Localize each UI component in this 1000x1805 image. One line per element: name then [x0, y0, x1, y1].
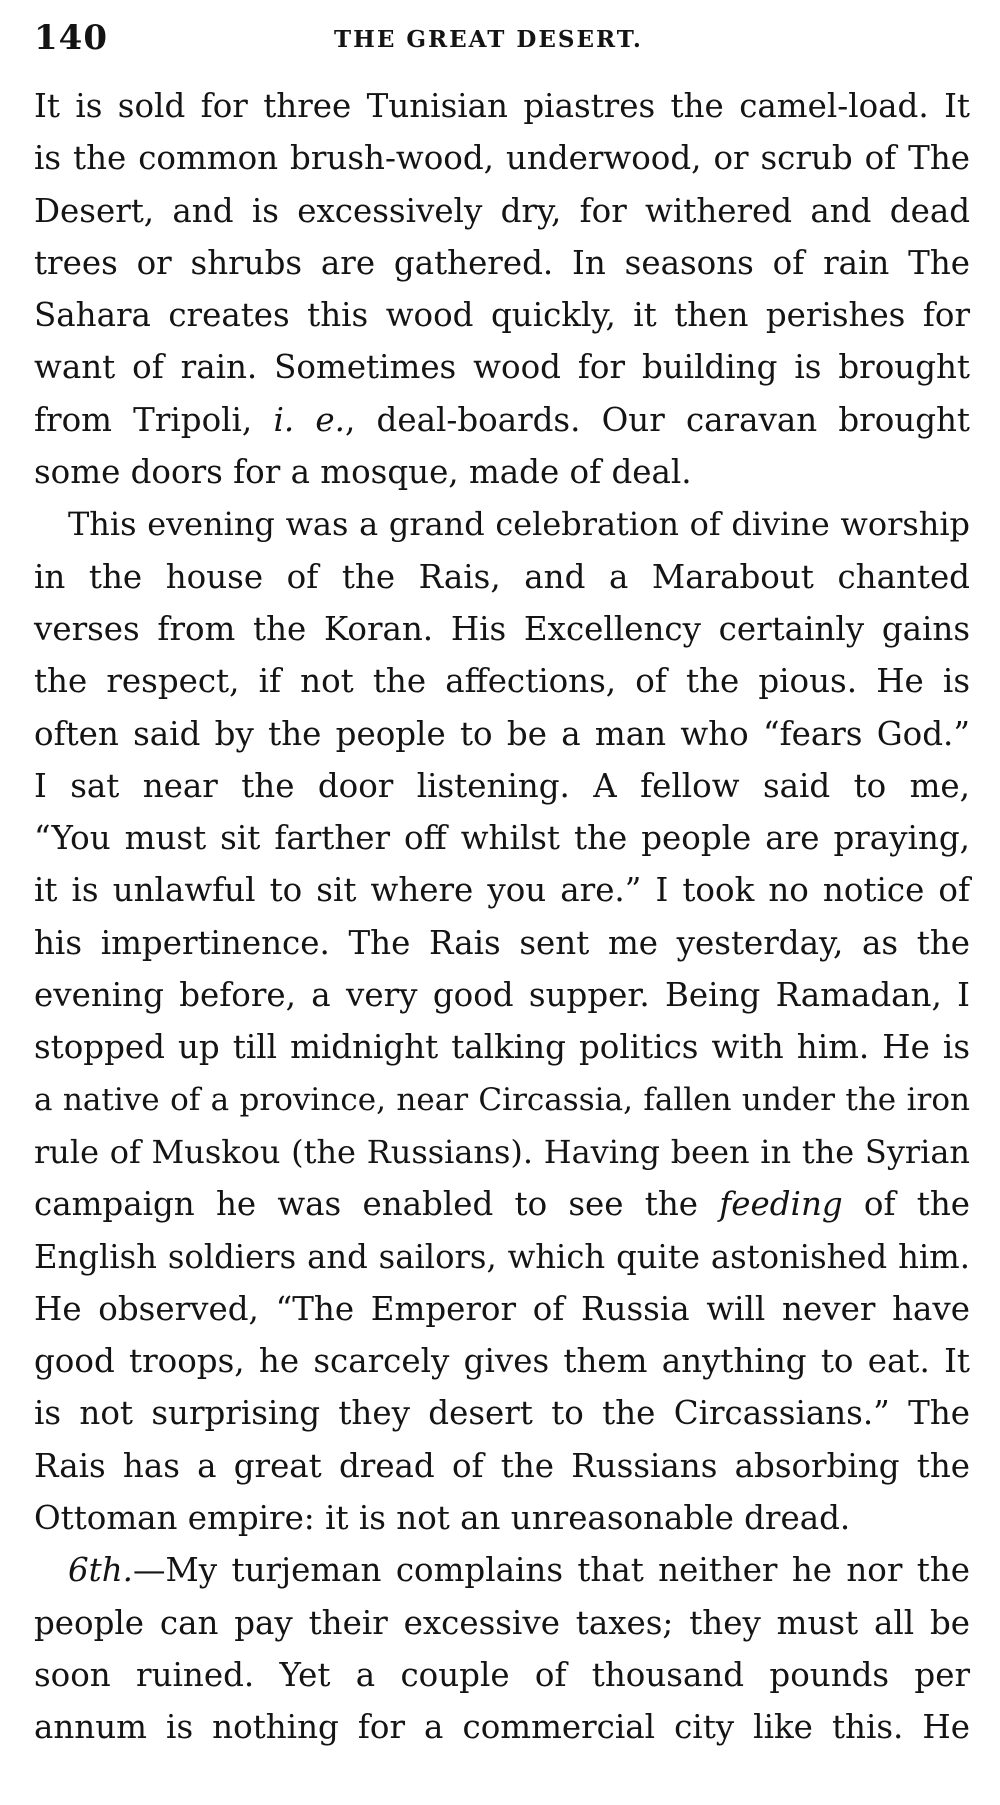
text-segment: of the	[842, 1185, 970, 1224]
running-head	[34, 18, 970, 80]
text-line	[34, 394, 970, 446]
text-line: is the common brush-wood, underwood, or scrub of The	[34, 139, 970, 178]
text-line: the respect, if not the affections, of the pious. He is	[34, 662, 970, 701]
text-line: It is sold for three Tunisian piastres the camel-load. It	[34, 87, 970, 125]
text-line: good troops, he scarcely gives them anything to eat. It	[34, 1342, 970, 1381]
text-line: trees or shrubs are gathered. In seasons of rain The	[34, 243, 970, 282]
text-line: his impertinence. The Rais sent me yesterday, as the	[34, 923, 970, 962]
text-line: Sahara creates this wood quickly, it then perishes for	[34, 296, 970, 335]
text-line: Desert, and is excessively dry, for withered and dead	[34, 191, 970, 230]
italic-date: 6th.	[68, 1551, 133, 1590]
paragraph-2	[34, 498, 970, 1544]
text-segment: , deal-boards. Our caravan brought	[345, 400, 970, 439]
text-line: soon ruined. Yet a couple of thousand pounds per	[34, 1655, 970, 1694]
text-line: often said by the people to be a man who “fears God.”	[34, 714, 970, 753]
text-line: is not surprising they desert to the Circassians.” The	[34, 1394, 970, 1433]
text-line: it is unlawful to sit where you are.” I took no notice of	[34, 871, 970, 910]
italic-abbreviation: i. e.	[273, 400, 345, 439]
running-title: THE GREAT DESERT.	[334, 26, 643, 53]
text-line: Ottoman empire: it is not an unreasonable dread.	[34, 1499, 851, 1538]
text-line: English soldiers and sailors, which quite astonished him.	[34, 1237, 970, 1276]
page-number: 140	[34, 18, 108, 58]
text-line: a native of a province, near Circassia, fallen under the iron	[34, 1081, 970, 1118]
text-line: some doors for a mosque, made of deal.	[34, 453, 692, 492]
text-line: people can pay their excessive taxes; they must all be	[34, 1603, 970, 1642]
text-line: evening before, a very good supper. Being Ramadan, I	[34, 976, 970, 1015]
text-line: annum is nothing for a commercial city like this. He	[34, 1708, 970, 1747]
text-line: He observed, “The Emperor of Russia will never have	[34, 1289, 970, 1328]
text-line: want of rain. Sometimes wood for building is brought	[34, 348, 970, 387]
text-line: rule of Muskou (the Russians). Having been in the Syrian	[34, 1132, 970, 1171]
text-line	[34, 1544, 970, 1596]
body-text	[34, 80, 970, 1754]
text-segment: campaign he was enabled to see the	[34, 1185, 720, 1224]
text-segment: —My turjeman complains that neither he nor the	[133, 1551, 970, 1590]
text-line: This evening was a grand celebration of divine worship	[68, 505, 970, 544]
paragraph-3	[34, 1544, 970, 1753]
text-segment: from Tripoli,	[34, 400, 274, 439]
text-line: in the house of the Rais, and a Marabout chanted	[34, 557, 970, 596]
text-line	[34, 1178, 970, 1230]
text-line: verses from the Koran. His Excellency certainly gains	[34, 609, 970, 648]
text-line: I sat near the door listening. A fellow said to me,	[34, 766, 970, 805]
paragraph-1	[34, 80, 970, 498]
text-line: stopped up till midnight talking politics with him. He is	[34, 1028, 970, 1067]
text-line: “You must sit farther off whilst the people are praying,	[34, 819, 970, 858]
italic-emphasis: feeding	[719, 1185, 843, 1224]
text-line: Rais has a great dread of the Russians absorbing the	[34, 1446, 970, 1485]
